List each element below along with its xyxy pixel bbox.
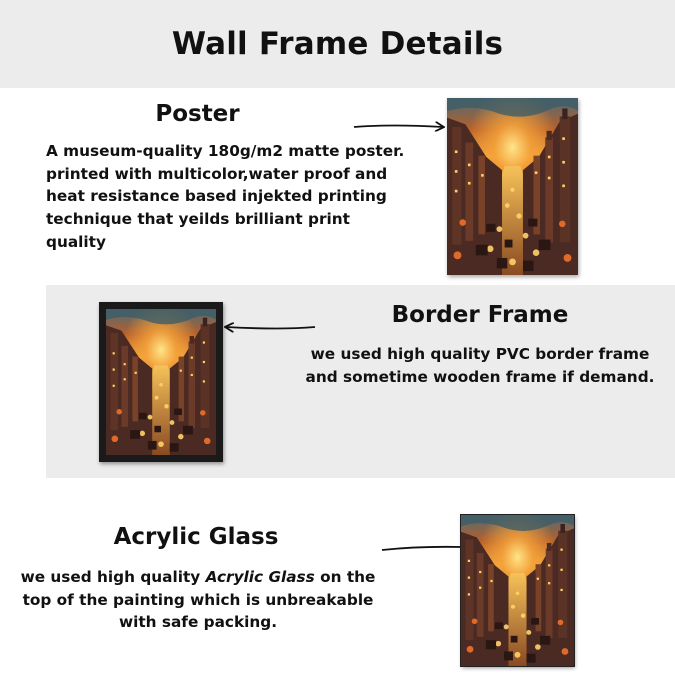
acrylic-painting-image — [461, 515, 574, 666]
framed-painting — [99, 302, 223, 462]
arrow-left-icon — [221, 318, 317, 336]
acrylic-desc-part-1: we used high quality — [20, 568, 206, 586]
poster-description: A museum-quality 180g/m2 matte poster. printed with multicolor,water proof and heat resistance based injekted printing technique that yeilds brilliant print quality — [46, 142, 405, 251]
poster-title: Poster — [155, 101, 240, 127]
header-bar — [0, 0, 675, 88]
acrylic-desc-emphasis: Acrylic Glass — [205, 568, 315, 586]
acrylic-glass-title: Acrylic Glass — [113, 524, 279, 550]
page-title: Wall Frame Details — [171, 26, 504, 62]
acrylic-desc-part-2: on the top of the painting which is unbreakable with safe packing. — [22, 568, 376, 632]
connector-line-icon — [380, 540, 464, 556]
border-frame-description: we used high quality PVC border frame and sometime wooden frame if demand. — [305, 345, 655, 386]
arrow-right-icon — [352, 118, 447, 136]
framed-painting-image — [106, 309, 216, 455]
acrylic-glass-description — [18, 566, 378, 634]
border-frame-title: Border Frame — [391, 302, 569, 328]
poster-painting-image — [447, 98, 578, 275]
